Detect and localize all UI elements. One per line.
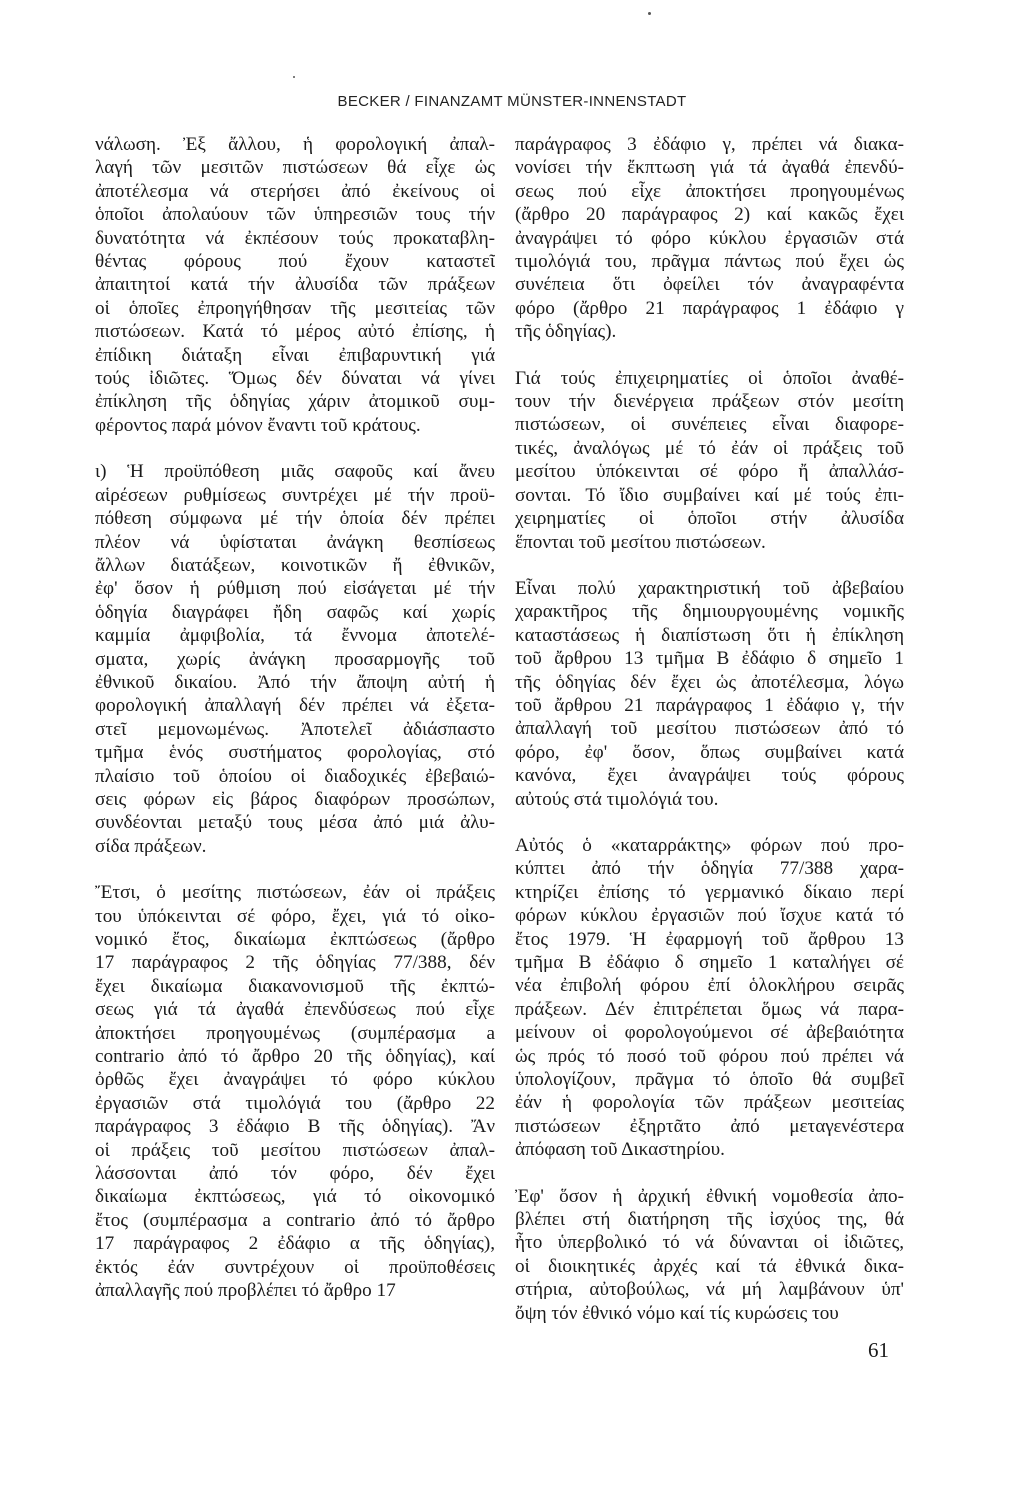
text-line: λάσσονται ἀπό τόν φόρο, δέν ἔχει bbox=[95, 1163, 495, 1185]
text-line: οἱ πράξεις τοῦ μεσίτου πιστώσεων ἀπαλ- bbox=[95, 1139, 495, 1161]
text-line: μείνουν οἱ φορολογούμενοι σέ ἀβεβαιότητα bbox=[515, 1022, 904, 1044]
text-line: ἀπαλλαγῆς πού προβλέπει τό ἄρθρο 17 bbox=[95, 1280, 396, 1302]
text-line: ἔτος 1979. Ἡ ἐφαρμογή τοῦ ἄρθρου 13 bbox=[515, 928, 904, 950]
text-line: ἄλλων διατάξεων, κοινοτικῶν ἤ ἐθνικῶν, bbox=[95, 554, 495, 576]
paragraph bbox=[95, 460, 495, 858]
text-line: νέα ἐπιβολή φόρου ἐπί ὁλοκλήρου σειρᾶς bbox=[515, 975, 904, 997]
text-line: φέροντος παρά μόνον ἔναντι τοῦ κράτους. bbox=[95, 414, 421, 436]
text-line: φόρο (ἄρθρο 21 παράγραφος 1 ἐδάφιο γ bbox=[515, 297, 904, 319]
text-line: αὐτούς στά τιμολόγιά του. bbox=[515, 788, 719, 810]
text-line: τοῦ ἄρθρου 21 παράγραφος 1 ἐδάφιο γ, τήν bbox=[515, 694, 904, 716]
text-line: ὁδηγία διαγράφει ἤδη σαφῶς καί χωρίς bbox=[95, 601, 495, 623]
paragraph bbox=[515, 133, 904, 344]
text-line: ἀπόφαση τοῦ Δικαστηρίου. bbox=[515, 1139, 725, 1161]
text-line: ἐργασιῶν στά τιμολόγιά του (ἄρθρο 22 bbox=[95, 1092, 495, 1114]
text-line: Ἐφ' ὅσον ἡ ἀρχική ἐθνική νομοθεσία ἀπο- bbox=[515, 1185, 904, 1207]
text-line: Εἶναι πολύ χαρακτηριστική τοῦ ἀβεβαίου bbox=[515, 577, 904, 599]
text-line: σονται. Τό ἴδιο συμβαίνει καί μέ τούς ἐπι- bbox=[515, 484, 904, 506]
text-line: 17 παράγραφος 2 ἐδάφιο α τῆς ὁδηγίας), bbox=[95, 1233, 495, 1255]
text-line: κανόνα, ἔχει ἀναγράψει τούς φόρους bbox=[515, 765, 904, 787]
text-line: ἀπαλλαγή τοῦ μεσίτου πιστώσεων ἀπό τό bbox=[515, 718, 904, 740]
text-line: Γιά τούς ἐπιχειρηματίες οἱ ὁποῖοι ἀναθέ- bbox=[515, 367, 904, 389]
text-line: φόρων κύκλου ἐργασιῶν πού ἴσχυε κατά τό bbox=[515, 905, 904, 927]
text-line: ἦτο ὑπερβολικό τό νά δύνανται οἱ ἰδιῶτες, bbox=[515, 1232, 904, 1254]
text-line: μεσίτου ὑπόκεινται σέ φόρο ἤ ἀπαλλάσ- bbox=[515, 461, 904, 483]
text-line: συνέπεια ὅτι ὀφείλει τόν ἀναγραφέντα bbox=[515, 274, 904, 296]
text-line: ἕπονται τοῦ μεσίτου πιστώσεων. bbox=[515, 531, 766, 553]
text-line: ἐπίδικη διάταξη εἶναι ἐπιβαρυντική γιά bbox=[95, 344, 495, 366]
text-line: στεῖ μεμονωμένως. Ἀποτελεῖ ἀδιάσπαστο bbox=[95, 718, 495, 740]
text-line: ἐάν ἡ φορολογία τῶν πράξεων μεσιτείας bbox=[515, 1092, 904, 1114]
text-line: τιμολόγιά του, πρᾶγμα πάντως πού ἔχει ὡς bbox=[515, 251, 904, 273]
text-line: χειρηματίες οἱ ὁποῖοι στήν ἀλυσίδα bbox=[515, 508, 904, 530]
text-line: φόρο, ἐφ' ὅσον, ὅπως συμβαίνει κατά bbox=[515, 741, 904, 763]
text-line: παράγραφος 3 ἐδάφιο Β τῆς ὁδηγίας). Ἄν bbox=[95, 1116, 495, 1138]
right-column bbox=[515, 133, 904, 1325]
text-line: κύπτει ἀπό τήν ὁδηγία 77/388 χαρα- bbox=[515, 858, 904, 880]
paragraph-gap bbox=[515, 811, 904, 834]
left-column bbox=[95, 133, 495, 1303]
text-line: συνδέονται μεταξύ τους μέσα ἀπό μιά ἀλυ- bbox=[95, 812, 495, 834]
text-line: κτηρίζει ἐπίσης τό γερμανικό δίκαιο περί bbox=[515, 881, 904, 903]
paragraph bbox=[515, 1185, 904, 1325]
text-line: contrario ἀπό τό ἄρθρο 20 τῆς ὁδηγίας), καί bbox=[95, 1046, 495, 1068]
paragraph bbox=[515, 577, 904, 811]
text-line: ὑπολογίζουν, πρᾶγμα τό ὁποῖο θά συμβεῖ bbox=[515, 1069, 904, 1091]
text-line: λαγή τῶν μεσιτῶν πιστώσεων θά εἶχε ὡς bbox=[95, 157, 495, 179]
text-line: πράξεων. Δέν ἐπιτρέπεται ὅμως νά παρα- bbox=[515, 998, 904, 1020]
text-line: οἱ διοικητικές ἀρχές καί τά ἐθνικά δικα- bbox=[515, 1255, 904, 1277]
text-line: νάλωση. Ἐξ ἄλλου, ἡ φορολογική ἀπαλ- bbox=[95, 134, 495, 155]
paragraph bbox=[515, 834, 904, 1162]
text-line: τμῆμα Β ἐδάφιο δ σημεῖο 1 καταλήγει σέ bbox=[515, 952, 904, 973]
text-line: στήρια, αὐτοβούλως, νά μή λαμβάνουν ὑπ' bbox=[515, 1279, 904, 1301]
text-line: τούς ἰδιῶτες. Ὅμως δέν δύναται νά γίνει bbox=[95, 368, 495, 390]
text-line: ἀποκτήσει προηγουμένως (συμπέρασμα a bbox=[95, 1022, 495, 1044]
text-line: φορολογική ἀπαλλαγή δέν πρέπει νά ἐξετα- bbox=[95, 695, 495, 717]
text-line: ἐπίκληση τῆς ὁδηγίας χάριν ἀτομικοῦ συμ- bbox=[95, 391, 495, 413]
text-line: καμμία ἀμφιβολία, τά ἔννομα ἀποτελέ- bbox=[95, 625, 495, 647]
text-line: νονίσει τήν ἔκπτωση γιά τά ἀγαθά ἐπενδύ- bbox=[515, 157, 904, 179]
text-line: χαρακτῆρος τῆς δημιουργουμένης νομικῆς bbox=[515, 601, 904, 623]
text-line: σεως γιά τά ἀγαθά ἐπενδύσεως πού εἶχε bbox=[95, 999, 495, 1021]
text-line: ι) Ἡ προϋπόθεση μιᾶς σαφοῦς καί ἄνευ bbox=[95, 461, 495, 483]
scan-speck bbox=[293, 76, 295, 78]
text-line: αἱρέσεων ρυθμίσεως συντρέχει μέ τήν προϋ- bbox=[95, 484, 495, 506]
text-line: πλαίσιο τοῦ ὁποίου οἱ διαδοχικές ἐβεβαιώ- bbox=[95, 765, 495, 787]
text-line: Αὐτός ὁ «καταρράκτης» φόρων πού προ- bbox=[515, 834, 904, 856]
text-line: δυνατότητα νά ἐκπέσουν τούς προκαταβλη- bbox=[95, 227, 495, 249]
text-line: τῆς ὁδηγίας). bbox=[515, 321, 617, 343]
text-line: πλέον νά ὑφίσταται ἀνάγκη θεσπίσεως bbox=[95, 531, 495, 553]
paragraph-gap bbox=[95, 858, 495, 881]
text-line: δικαίωμα ἐκπτώσεως, γιά τό οἰκονομικό bbox=[95, 1186, 495, 1208]
text-line: τμῆμα ἑνός συστήματος φορολογίας, στό bbox=[95, 742, 495, 764]
text-line: οἱ ὁποῖες ἐπροηγήθησαν τῆς μεσιτείας τῶν bbox=[95, 297, 495, 319]
text-line: (ἄρθρο 20 παράγραφος 2) καί κακῶς ἔχει bbox=[515, 204, 904, 226]
text-line: ἀναγράψει τό φόρο κύκλου ἐργασιῶν στά bbox=[515, 227, 904, 249]
paragraph-gap bbox=[95, 437, 495, 460]
paragraph-gap bbox=[515, 344, 904, 367]
scan-speck bbox=[648, 12, 651, 15]
text-line: τουν τήν διενέργεια πράξεων στόν μεσίτη bbox=[515, 391, 904, 413]
text-line: Ἔτσι, ὁ μεσίτης πιστώσεων, ἐάν οἱ πράξεις bbox=[95, 882, 495, 904]
text-line: ἔτος (συμπέρασμα a contrario ἀπό τό ἄρθρο bbox=[95, 1209, 495, 1231]
text-line: θέντας φόρους πού ἔχουν καταστεῖ bbox=[95, 251, 495, 273]
text-line: καταστάσεως ἡ διαπίστωση ὅτι ἡ ἐπίκληση bbox=[515, 624, 904, 646]
text-line: νομικό ἔτος, δικαίωμα ἐκπτώσεως (ἄρθρο bbox=[95, 929, 495, 950]
text-line: ἐθνικοῦ δικαίου. Ἀπό τήν ἄποψη αὐτή ἡ bbox=[95, 671, 495, 693]
text-line: ἀπαιτητοί κατά τήν ἀλυσίδα τῶν πράξεων bbox=[95, 274, 495, 296]
paragraph bbox=[95, 133, 495, 437]
text-line: ἐφ' ὅσον ἡ ρύθμιση πού εἰσάγεται μέ τήν bbox=[95, 578, 495, 600]
text-line: τοῦ ἄρθρου 13 τμῆμα Β ἐδάφιο δ σημεῖο 1 bbox=[515, 648, 904, 670]
running-header: BECKER / FINANZAMT MÜNSTER-INNENSTADT bbox=[337, 93, 687, 110]
text-line: παράγραφος 3 ἐδάφιο γ, πρέπει νά διακα- bbox=[515, 134, 904, 155]
paragraph-gap bbox=[515, 554, 904, 577]
text-line: ἐκτός ἐάν συντρέχουν οἱ προϋποθέσεις bbox=[95, 1256, 495, 1278]
paragraph bbox=[515, 367, 904, 554]
text-line: 17 παράγραφος 2 τῆς ὁδηγίας 77/388, δέν bbox=[95, 952, 495, 974]
text-line: ἔχει δικαίωμα διακανονισμοῦ τῆς ἐκπτώ- bbox=[95, 975, 495, 997]
text-line: πιστώσεων ἐξηρτᾶτο ἀπό μεταγενέστερα bbox=[515, 1115, 904, 1137]
text-line: ὁποῖοι ἀπολαύουν τῶν ὑπηρεσιῶν τους τήν bbox=[95, 204, 495, 226]
text-line: ὀρθῶς ἔχει ἀναγράψει τό φόρο κύκλου bbox=[95, 1069, 495, 1091]
text-line: τικές, ἀναλόγως μέ τό ἐάν οἱ πράξεις τοῦ bbox=[515, 437, 904, 459]
text-line: πιστώσεων, οἱ συνέπειες εἶναι διαφορε- bbox=[515, 414, 904, 436]
text-line: σίδα πράξεων. bbox=[95, 835, 207, 857]
text-line: ἀποτέλεσμα νά στερήσει ἀπό ἐκείνους οἱ bbox=[95, 180, 495, 202]
text-line: σματα, χωρίς ἀνάγκη προσαρμογῆς τοῦ bbox=[95, 648, 495, 670]
paragraph bbox=[95, 881, 495, 1302]
text-line: βλέπει στή διατήρηση τῆς ἰσχύος της, θά bbox=[515, 1209, 904, 1231]
text-line: σεως πού εἶχε ἀποκτήσει προηγουμένως bbox=[515, 180, 904, 202]
text-line: ὡς πρός τό ποσό τοῦ φόρου πού πρέπει νά bbox=[515, 1045, 904, 1067]
paragraph-gap bbox=[515, 1162, 904, 1185]
page-number: 61 bbox=[868, 1338, 889, 1362]
text-line: σεις φόρων εἰς βάρος διαφόρων προσώπων, bbox=[95, 788, 495, 810]
text-line: του ὑπόκεινται σέ φόρο, ἔχει, γιά τό οἰκο- bbox=[95, 905, 495, 927]
text-line: ὄψη τόν ἐθνικό νόμο καί τίς κυρώσεις του bbox=[515, 1302, 839, 1324]
text-line: πόθεση σύμφωνα μέ τήν ὁποία δέν πρέπει bbox=[95, 508, 495, 530]
text-line: τῆς ὁδηγίας δέν ἔχει ὡς ἀποτέλεσμα, λόγω bbox=[515, 671, 904, 693]
text-line: πιστώσεων. Κατά τό μέρος αὐτό ἐπίσης, ἡ bbox=[95, 321, 495, 343]
